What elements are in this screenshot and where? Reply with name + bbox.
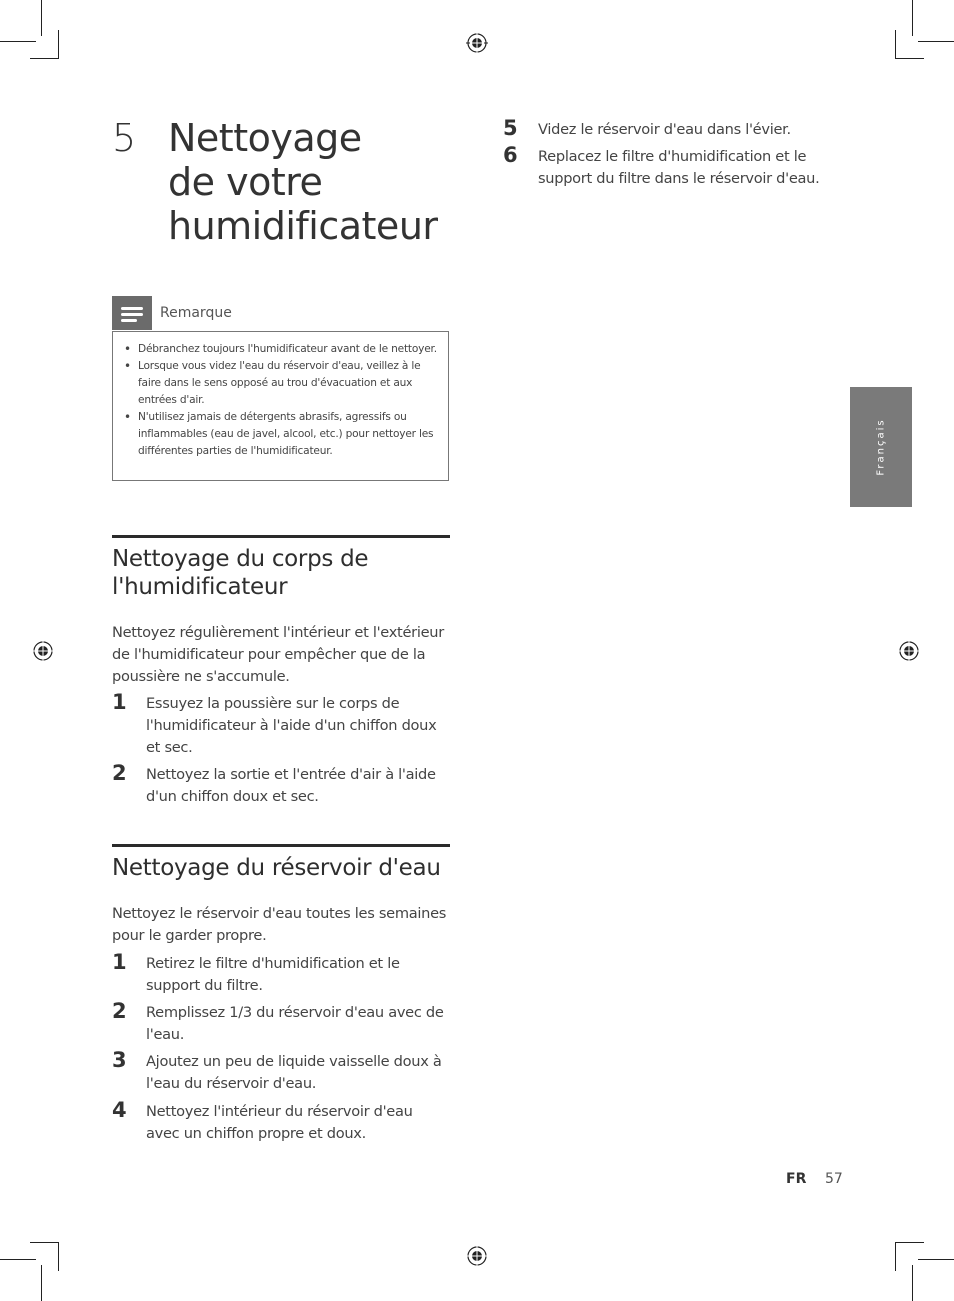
section-divider	[112, 535, 450, 538]
step-number: 1	[112, 950, 127, 974]
chapter-number: 5	[112, 116, 137, 160]
page-number: 57	[825, 1171, 843, 1187]
step-number: 2	[112, 761, 127, 785]
section-title-tank: Nettoyage du réservoir d'eau	[112, 855, 441, 881]
note-item: • Lorsque vous videz l'eau du réservoir d'eau, veillez à le faire dans le sens opposé au trou d'évacuation et aux entrées d'air.	[123, 358, 438, 409]
chapter-title-line: humidificateur	[168, 204, 438, 248]
step-text: Essuyez la poussière sur le corps de l'humidificateur à l'aide d'un chiffon doux et sec.	[146, 695, 437, 756]
step-number: 6	[503, 143, 518, 167]
section-divider	[112, 844, 450, 847]
note-item: • N'utilisez jamais de détergents abrasifs, agressifs ou inflammables (eau de javel, alcool, etc.) pour nettoyer les différentes parties de l'humidificateur.	[123, 409, 438, 460]
note-list	[123, 341, 438, 460]
step-number: 5	[503, 116, 518, 140]
registration-mark-icon	[466, 32, 488, 54]
section-title-body	[112, 545, 457, 601]
step-number: 4	[112, 1098, 127, 1122]
step-text: Replacez le filtre d'humidification et le support du filtre dans le réservoir d'eau.	[538, 148, 820, 187]
step-text: Ajoutez un peu de liquide vaisselle doux à l'eau du réservoir d'eau.	[146, 1053, 442, 1092]
note-label: Remarque	[160, 305, 232, 321]
registration-mark-icon	[466, 1245, 488, 1267]
note-item: • Débranchez toujours l'humidificateur avant de le nettoyer.	[123, 341, 438, 358]
language-tab-label: Français	[875, 418, 887, 476]
footer-language: FR	[786, 1171, 807, 1187]
section-body-intro: Nettoyez régulièrement l'intérieur et l'extérieur de l'humidificateur pour empêcher que de la poussière ne s'accumule.	[112, 624, 444, 685]
chapter-title-line: de votre	[168, 160, 323, 204]
step-number: 3	[112, 1048, 127, 1072]
step-text: Nettoyez l'intérieur du réservoir d'eau avec un chiffon propre et doux.	[146, 1103, 413, 1142]
section-title-line: Nettoyage du corps de	[112, 546, 369, 572]
step-text: Remplissez 1/3 du réservoir d'eau avec de l'eau.	[146, 1004, 444, 1043]
step-number: 1	[112, 690, 127, 714]
chapter-title	[168, 116, 438, 248]
chapter-title-line: Nettoyage	[168, 116, 362, 160]
step-number: 2	[112, 999, 127, 1023]
section-title-line: l'humidificateur	[112, 574, 288, 600]
registration-mark-icon	[898, 640, 920, 662]
step-text: Nettoyez la sortie et l'entrée d'air à l'aide d'un chiffon doux et sec.	[146, 766, 436, 805]
step-text: Videz le réservoir d'eau dans l'évier.	[538, 121, 791, 138]
note-icon	[112, 296, 152, 330]
registration-mark-icon	[32, 640, 54, 662]
language-tab	[850, 387, 912, 507]
section-tank-intro: Nettoyez le réservoir d'eau toutes les semaines pour le garder propre.	[112, 905, 447, 944]
note-box	[112, 331, 449, 481]
step-text: Retirez le filtre d'humidification et le support du filtre.	[146, 955, 400, 994]
